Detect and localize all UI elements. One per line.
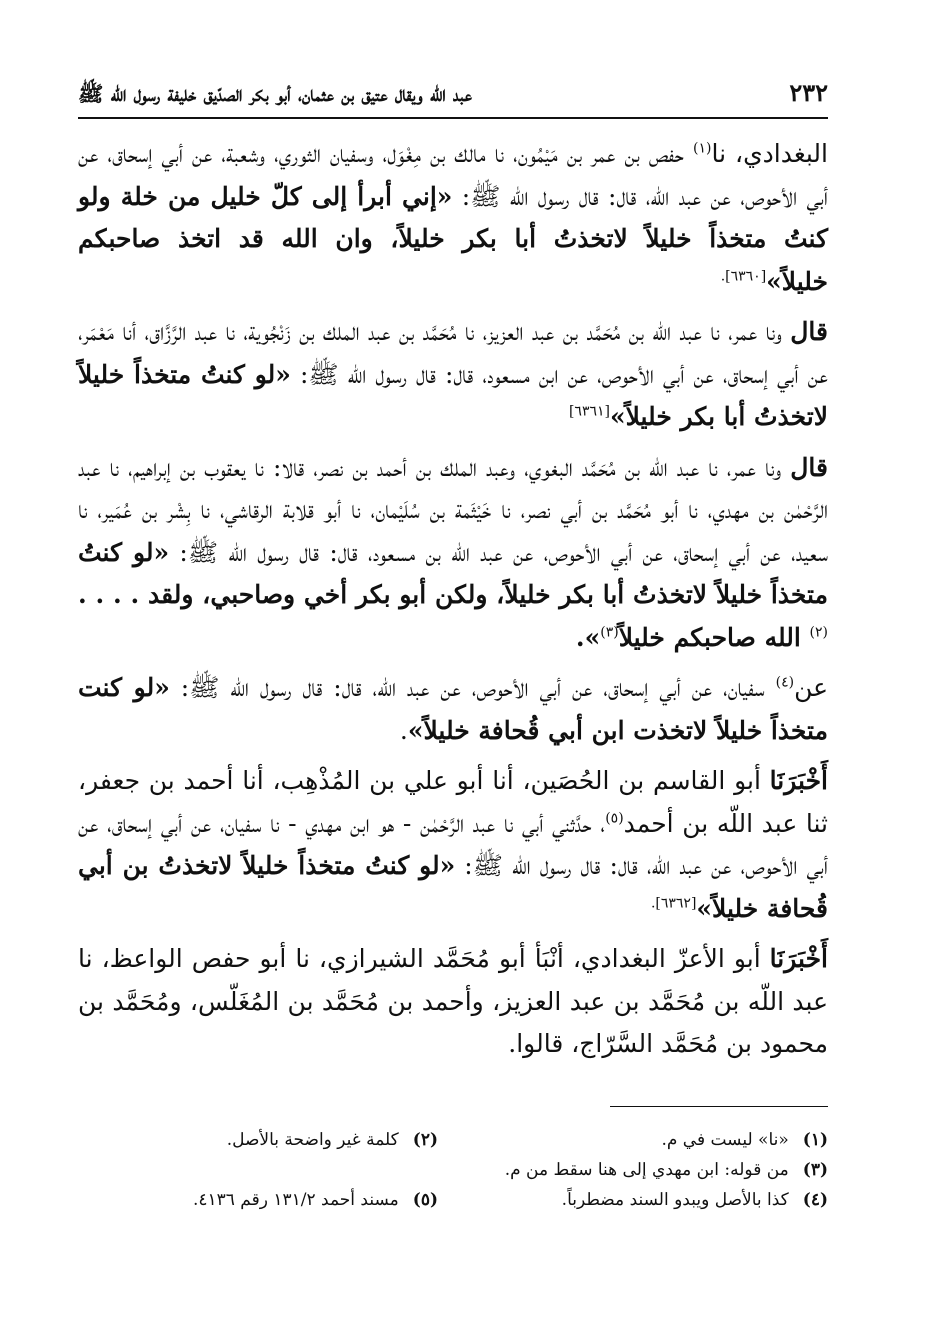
- footnote-text: كذا بالأصل ويبدو السند مضطرباً.: [561, 1189, 789, 1210]
- footnote-ref-2[interactable]: (٢): [809, 624, 828, 641]
- footnote-4: [468, 1185, 828, 1215]
- paragraph-text: عن: [794, 673, 829, 702]
- hadith-quote: «لو كنتُ متخذاً خليلاً لاتخذتُ أبا بكر خليلاً، ولكن أبو بكر أخي وصاحبي، ولقد . . . .: [78, 537, 828, 609]
- paragraph-text-cont: ، حدَّثني أبي نا عبد الرَّحْمٰن - هو ابن مهدي - نا سفيان، عن أبي إسحاق، عن أبي الأحوص، عن عبد اللّه، قال: قال رسول اللّه ﷺ:: [78, 808, 828, 880]
- footnote-ref-4[interactable]: (٤): [775, 674, 795, 691]
- paragraph-text: ونا عمر، نا عبد اللّه بن مُحَمَّد البغوي، وعبد الملك بن أحمد بن نصر، قالا: نا يعقوب بن إبراهيم، نا عبد الرَّحْمٰن بن مهدي، نا أبو مُحَمَّد بن أبي نصر، نا خَيْثَمة بن سُلَيْمان، نا أبو قلابة الرقاشي، نا بِشْر بن عُمَير، نا سعيد، عن أبي إسحاق، عن أبي الأحوص، عن عبد اللّه بن مسعود، قال: قال رسول اللّه ﷺ:: [78, 452, 828, 567]
- paragraph-text-cont: حفص بن عمر بن مَيْمُون، نا مالك بن مِغْوَل، وسفيان الثوري، وشعبة، عن أبي إسحاق، عن أبي الأحوص، عن عبد اللّه، قال: قال رسول اللّه ﷺ:: [78, 139, 828, 211]
- paragraph-3: [78, 447, 828, 660]
- footnote-ref-5[interactable]: (٥): [605, 810, 624, 827]
- hadith-number: [٦٣٦٢].: [650, 895, 697, 912]
- footnotes: [78, 1125, 828, 1215]
- hadith-quote: «لو كنتُ متخذاً خليلاً لاتخذتُ أبا بكر خليلاً»: [78, 359, 828, 431]
- paragraph-2: [78, 311, 828, 439]
- footnote-text: من قوله: ابن مهدي إلى هنا سقط من م.: [504, 1159, 789, 1180]
- footnote-divider: [610, 1106, 828, 1107]
- paragraph-text: ونا عمر، نا عبد اللّه بن مُحَمَّد بن عبد العزيز، نا مُحَمَّد بن عبد الملك بن زَنْجُوية، نا عبد الرَّزَّاق، أنا مَعْمَر، عن أبي إسحاق، عن أبي الأحوص، عن ابن مسعود، قال: قال رسول اللّه ﷺ:: [78, 317, 828, 389]
- footnote-text: كلمة غير واضحة بالأصل.: [226, 1129, 399, 1150]
- paragraph-text: البغدادي، نا: [711, 139, 828, 168]
- footnote-number: (٥): [412, 1189, 438, 1210]
- paragraph-text: أبو الأعزّ البغدادي، أنْبَأ أبو مُحَمَّد الشيرازي، نا أبو حفص الواعظ، نا عبد اللّه بن مُحَمَّد بن عبد العزيز، وأحمد بن مُحَمَّد بن المُغَلّس، ومُحَمَّد بن محمود بن مُحَمَّد السَّرّاج، قالوا.: [78, 944, 828, 1058]
- paragraph-lead: أَخْبَرَنَا: [769, 944, 828, 973]
- footnote-text: مسند أحمد ١٣١/٢ رقم ٤١٣٦.: [192, 1189, 399, 1210]
- paragraph-lead: قال: [790, 317, 828, 346]
- quote-close: ».: [575, 622, 601, 652]
- hadith-number: [٦٣٦١]: [568, 403, 610, 420]
- running-head: [78, 78, 828, 119]
- paragraph-tail: .: [399, 715, 408, 745]
- hadith-quote-cont: الله صاحبكم خليلاً: [618, 622, 810, 652]
- footnote-1: [468, 1125, 828, 1155]
- paragraph-1: [78, 133, 828, 303]
- hadith-quote: «إني أبرأ إلى كلّ خليل من خلة ولو كنتُ متخذاً خليلاً لاتخذتُ أبا بكر خليلاً، وان الله قد اتخذ صاحبكم خليلاً»: [78, 181, 828, 296]
- hadith-quote: «لو كنت متخذاً خليلاً لاتخذت ابن أبي قُحافة خليلاً»: [78, 673, 828, 745]
- footnote-5: [78, 1185, 438, 1215]
- footnote-number: (٢): [412, 1129, 438, 1150]
- paragraph-4: [78, 667, 828, 752]
- hadith-quote: «لو كنتُ متخذاً خليلاً لاتخذتُ بن أبي قُحافة خليلاً»: [78, 851, 828, 923]
- footnote-ref-3[interactable]: (٣): [600, 624, 619, 641]
- footnote-number: (١): [802, 1129, 828, 1150]
- body-text: [78, 133, 828, 1066]
- footnote-number: (٤): [802, 1189, 828, 1210]
- hadith-number: [٦٣٦٠].: [720, 268, 767, 285]
- running-title: عبد اللّه ويقال عتيق بن عثمان، أبو بكر الصدّيق خليفة رسول اللّه ﷺ: [78, 81, 472, 106]
- paragraph-5: [78, 760, 828, 930]
- paragraph-text-cont: سفيان، عن أبي إسحاق، عن أبي الأحوص، عن عبد اللّه، قال: قال رسول اللّه ﷺ:: [169, 673, 776, 702]
- footnote-text: «نا» ليست في م.: [661, 1129, 789, 1150]
- footnote-ref-1[interactable]: (١): [692, 140, 712, 157]
- paragraph-lead: أَخْبَرَنَا: [769, 766, 828, 795]
- paragraph-lead: قال: [790, 452, 828, 482]
- footnote-3: [78, 1155, 828, 1185]
- footnote-2: [78, 1125, 438, 1155]
- page-number: ٢٣٢: [789, 78, 828, 107]
- footnote-number: (٣): [802, 1159, 828, 1180]
- paragraph-6: [78, 938, 828, 1066]
- paragraph-text: أبو القاسم بن الحُصَين، أنا أبو علي بن المُذْهِب، أنا أحمد بن جعفر، ثنا عبد اللّه بن أحمد: [78, 766, 828, 838]
